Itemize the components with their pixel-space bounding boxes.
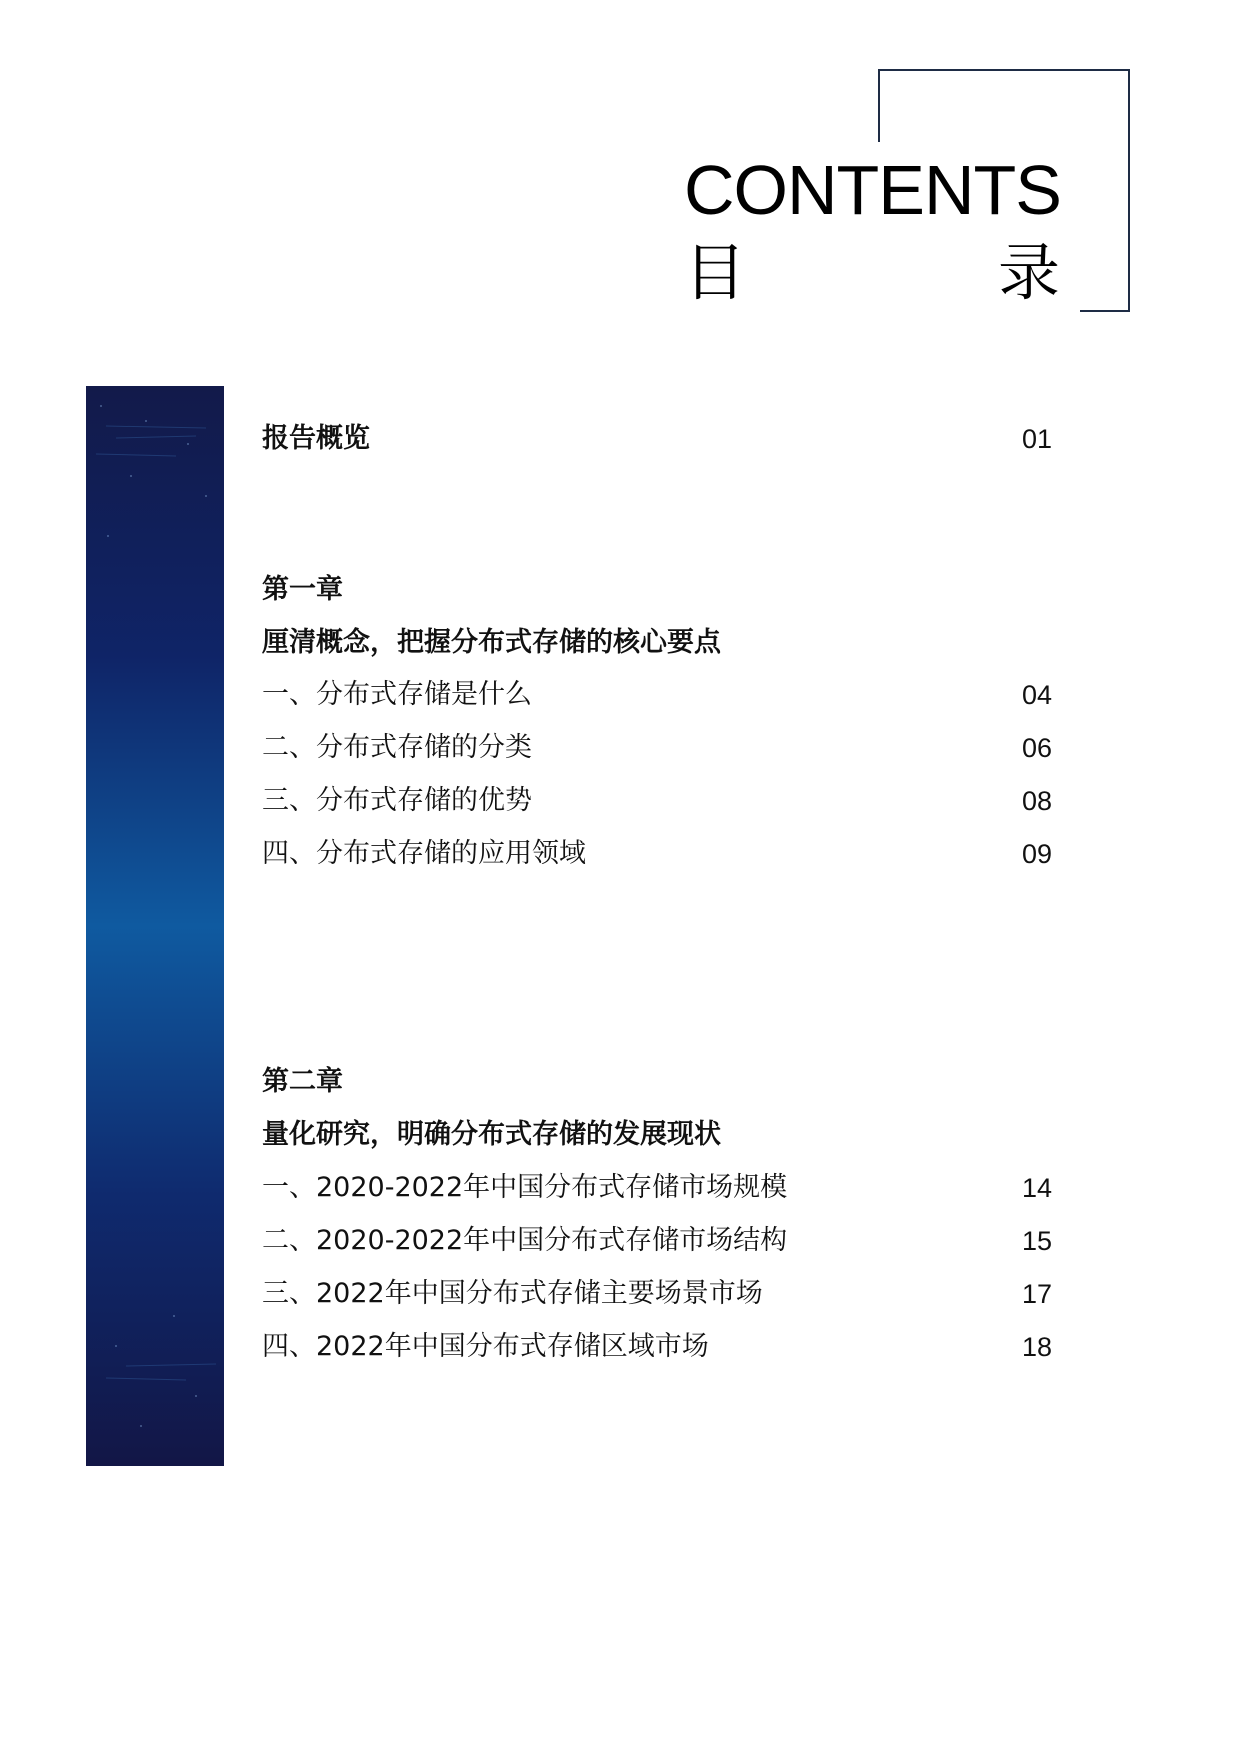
chapter-heading-label: 第一章: [262, 574, 343, 605]
toc-entry-label: 二、2020-2022年中国分布式存储市场结构: [262, 1225, 788, 1256]
toc-entry-label: 三、2022年中国分布式存储主要场景市场: [262, 1278, 763, 1309]
page-title-chinese-char-1: 目: [684, 236, 747, 309]
toc-entry-ch1-4[interactable]: [262, 834, 1052, 874]
chapter-heading-label: 第二章: [262, 1066, 343, 1097]
toc-entry-ch2-3[interactable]: [262, 1274, 1052, 1314]
toc-entry-page: 01: [1021, 424, 1052, 454]
toc-entry-ch1-2[interactable]: [262, 728, 1052, 768]
toc-entry-page: 18: [1021, 1332, 1052, 1362]
chapter-1-subtitle: [262, 623, 1052, 663]
toc-entry-label: 报告概览: [262, 423, 370, 454]
page-title-chinese-char-2: 录: [997, 236, 1060, 309]
frame-line-left: [878, 69, 880, 142]
toc-entry-ch2-1[interactable]: [262, 1168, 1052, 1208]
toc-entry-ch1-1[interactable]: [262, 675, 1052, 715]
toc-entry-page: 06: [1021, 733, 1052, 763]
toc-entry-label: 四、2022年中国分布式存储区域市场: [262, 1331, 709, 1362]
page-title-chinese: [684, 238, 1060, 308]
toc-entry-page: 09: [1021, 839, 1052, 869]
toc-entry-ch2-2[interactable]: [262, 1221, 1052, 1261]
side-bar-texture: [86, 386, 224, 1466]
toc-entry-page: 17: [1021, 1279, 1052, 1309]
toc-entry-ch1-3[interactable]: [262, 781, 1052, 821]
frame-line-bottom: [1080, 310, 1130, 312]
toc-entry-page: 14: [1021, 1173, 1052, 1203]
frame-line-top: [878, 69, 1130, 71]
toc-entry-page: 04: [1021, 680, 1052, 710]
toc-entry-label: 二、分布式存储的分类: [262, 732, 532, 763]
chapter-2-subtitle: [262, 1115, 1052, 1155]
toc-entry-label: 一、分布式存储是什么: [262, 679, 532, 710]
chapter-subtitle-label: 量化研究，明确分布式存储的发展现状: [262, 1119, 721, 1150]
chapter-subtitle-label: 厘清概念，把握分布式存储的核心要点: [262, 627, 721, 658]
toc-entry-label: 一、2020-2022年中国分布式存储市场规模: [262, 1172, 788, 1203]
chapter-1-heading: [262, 570, 1052, 610]
decorative-side-bar: [86, 386, 224, 1466]
toc-entry-label: 四、分布式存储的应用领域: [262, 838, 586, 869]
frame-line-right: [1128, 69, 1130, 312]
toc-entry-overview[interactable]: [262, 419, 1052, 459]
toc-entry-page: 15: [1021, 1226, 1052, 1256]
chapter-2-heading: [262, 1062, 1052, 1102]
toc-entry-label: 三、分布式存储的优势: [262, 785, 532, 816]
toc-entry-page: 08: [1021, 786, 1052, 816]
page-title-english: CONTENTS: [684, 151, 1061, 229]
toc-entry-ch2-4[interactable]: [262, 1327, 1052, 1367]
